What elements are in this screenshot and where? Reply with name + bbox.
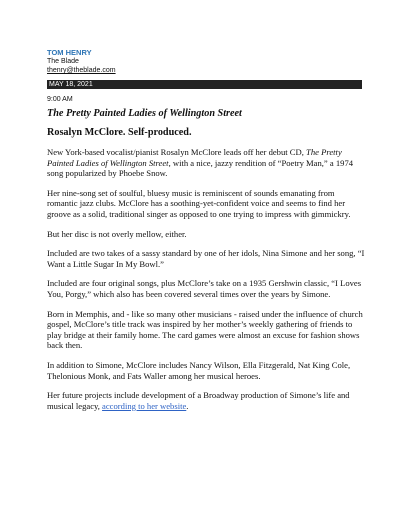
author-email-link[interactable]: thenry@theblade.com xyxy=(47,67,116,74)
paragraph-6: Born in Memphis, and - like so many other musicians - raised under the influence of church gospel, McClore’s title track was inspired by her mother’s weekly gathering of friends to play bridge at their family home. The card games were almost an excuse for fashion shows back then. xyxy=(47,308,363,351)
date-bar: MAY 18, 2021 xyxy=(47,80,362,89)
article-subhead: Rosalyn McClore. Self-produced. xyxy=(47,127,192,138)
website-link[interactable]: according to her website xyxy=(102,400,187,411)
paragraph-1-text-a: New York-based vocalist/pianist Rosalyn McClore leads off her debut CD, xyxy=(47,147,307,157)
album-title: The Pretty Painted Ladies of Wellington Street xyxy=(47,147,342,168)
paragraph-4: Included are two takes of a sassy standard by one of her idols, Nina Simone and her song, “I Want a Little Sugar In My Bowl.” xyxy=(47,248,365,269)
paragraph-5: Included are four original songs, plus McClore’s take on a 1935 Gershwin classic, “I Loves You, Porgy,” which also has been covered several times over the years by Simone. xyxy=(47,278,362,299)
article-body xyxy=(47,108,365,420)
author-name: TOM HENRY xyxy=(47,48,92,57)
paragraph-7: In addition to Simone, McClore includes Nancy Wilson, Ella Fitzgerald, Nat King Cole, Thelonious Monk, and Fats Waller among her musical heroes. xyxy=(47,359,351,381)
article-headline: The Pretty Painted Ladies of Wellington Street xyxy=(47,108,242,119)
byline xyxy=(47,48,116,75)
paragraph-8 xyxy=(47,390,365,411)
paragraph-8-text-a: Her future projects include development of a Broadway production of Simone’s life and musical legacy, xyxy=(47,390,350,411)
paragraph-8-text-c: . xyxy=(186,400,189,411)
paragraph-3: But her disc is not overly mellow, either. xyxy=(47,228,187,239)
outlet-name: The Blade xyxy=(47,58,79,65)
paragraph-1-text-c: , with a nice, jazzy rendition of “Poetry Man,” a 1974 song popularized by Phoebe Snow. xyxy=(47,157,354,179)
paragraph-1 xyxy=(47,147,365,179)
paragraph-2: Her nine-song set of soulful, bluesy music is reminiscent of sounds emanating from romantic jazz clubs. McClore has a soothing-yet-confident voice and seems to find her groove as a solid, traditional singer as opposed to one trying to impress with gimmickry. xyxy=(47,187,351,219)
publish-time: 9:00 AM xyxy=(47,96,73,103)
